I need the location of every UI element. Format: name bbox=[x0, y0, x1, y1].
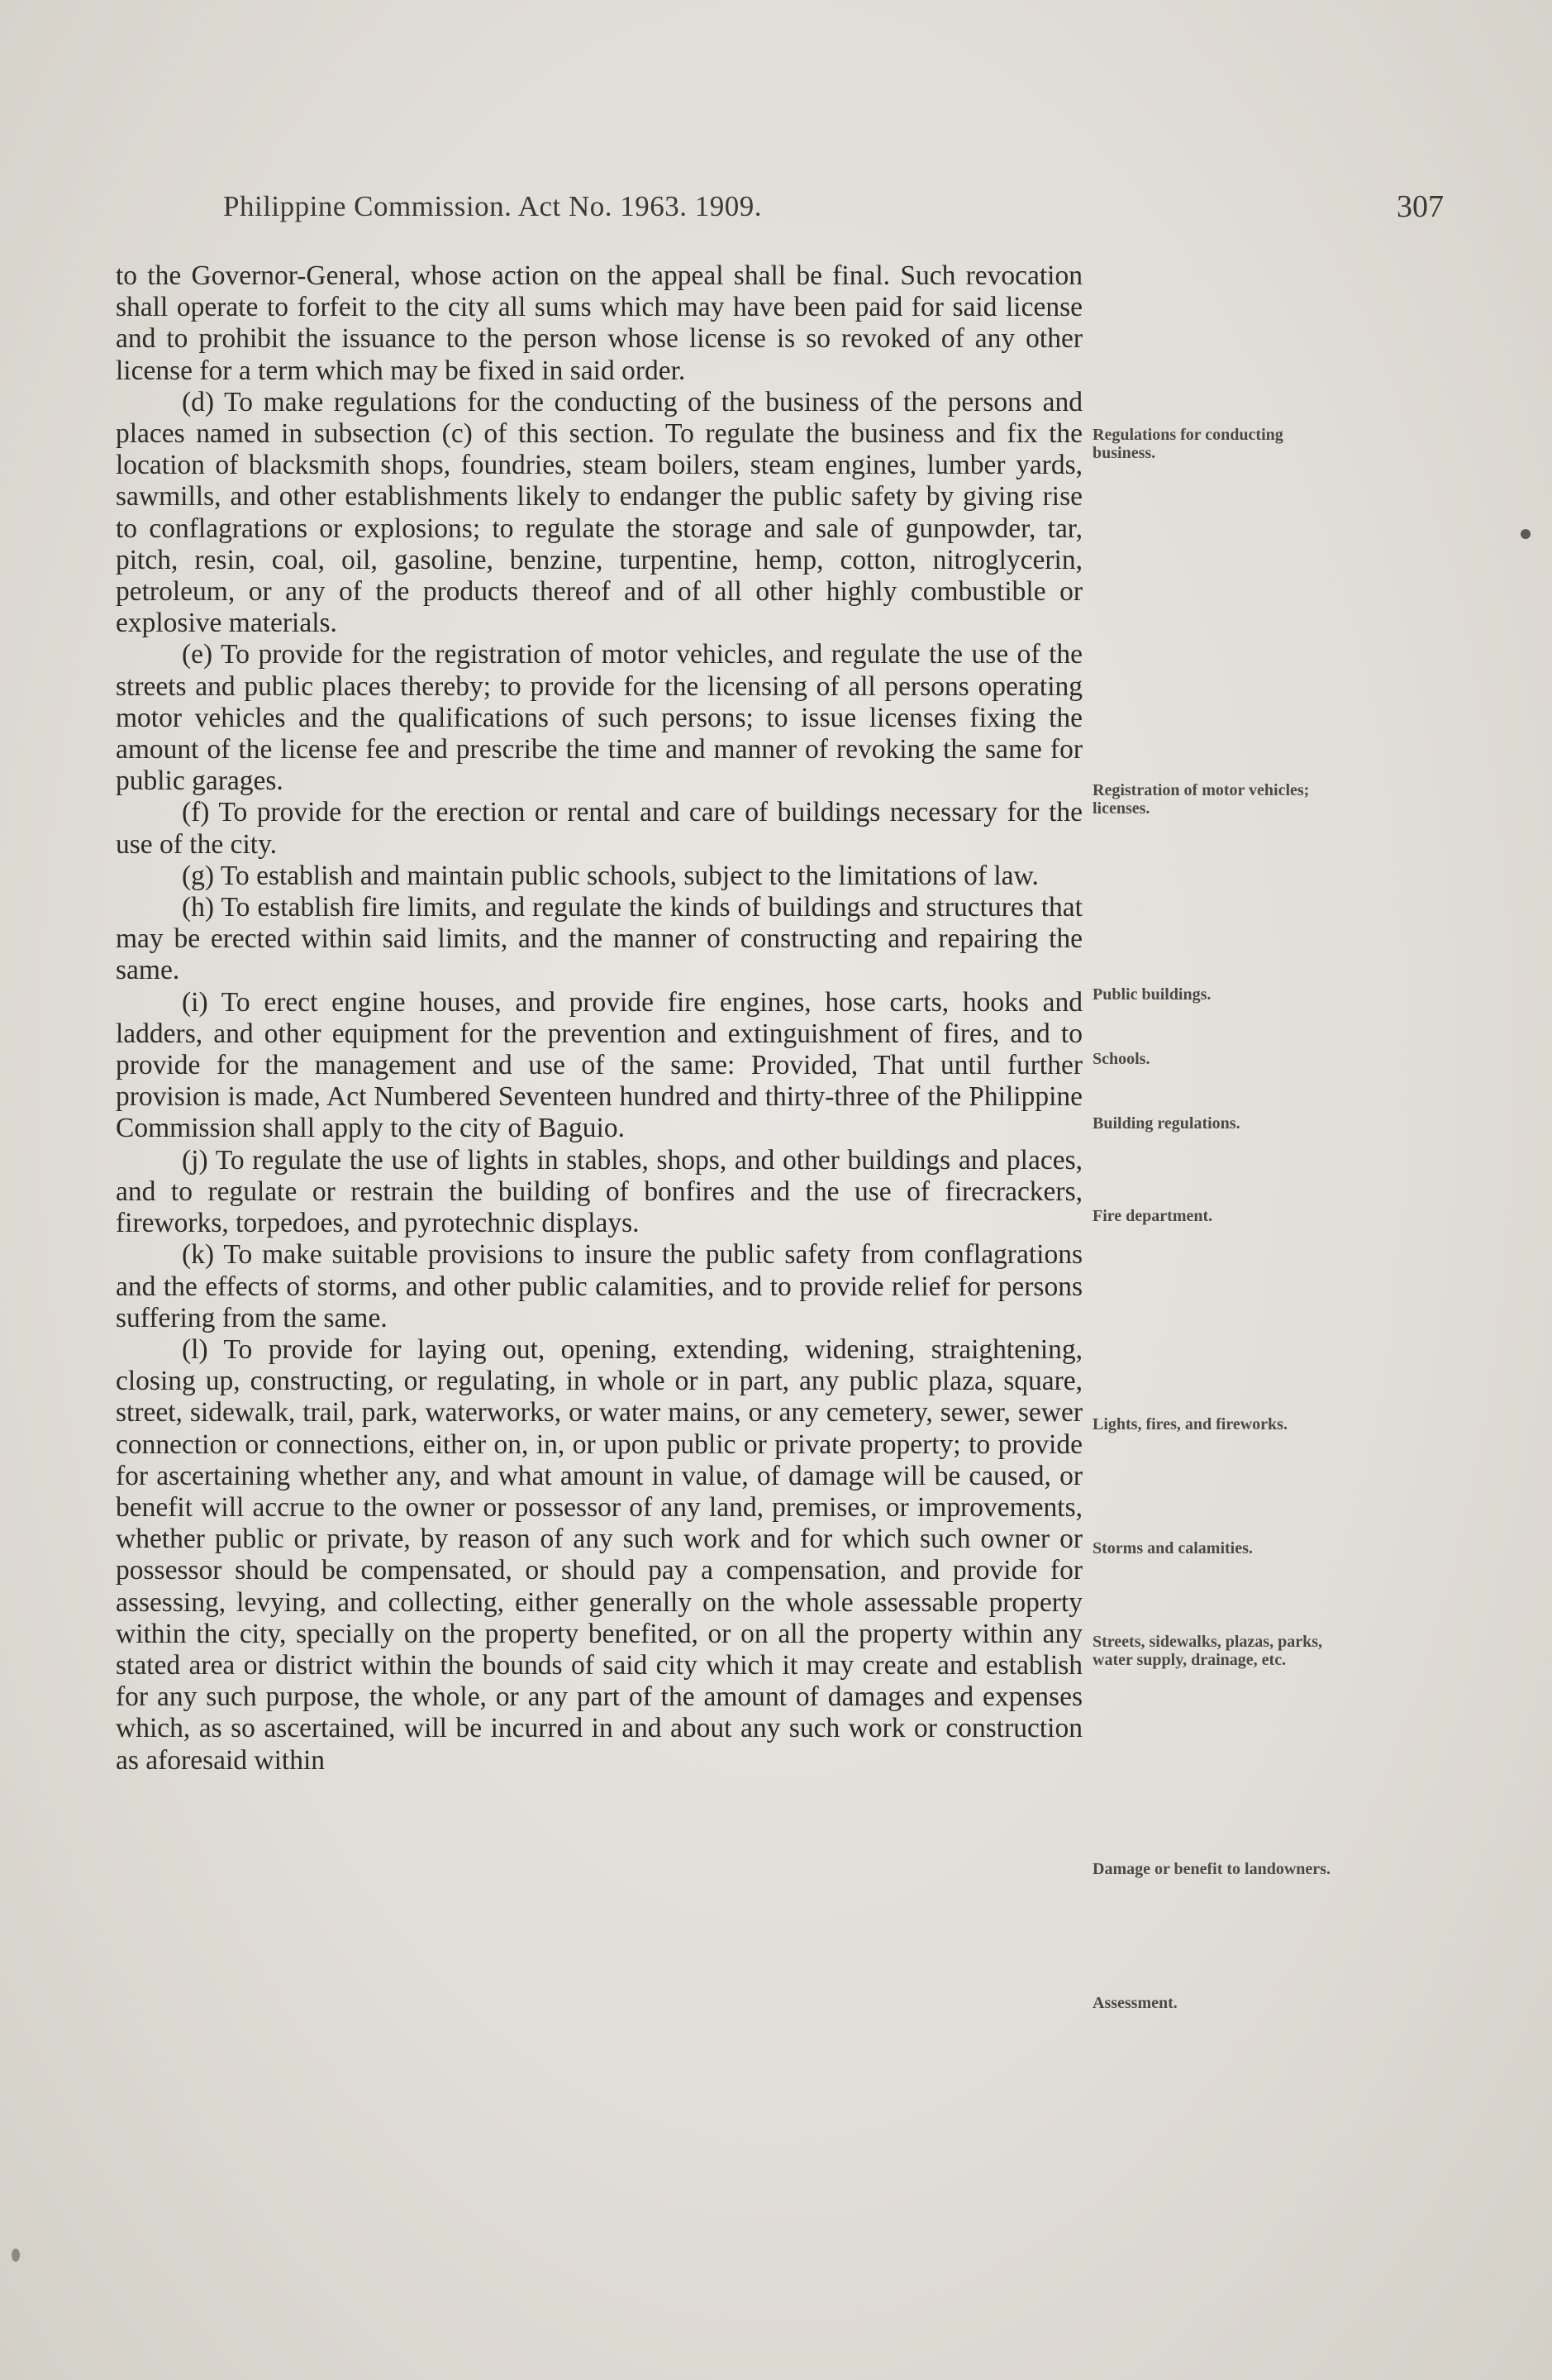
paragraph-d: (d) To make regulations for the conducting of the business of the persons and places named in subsection (c) of this section. To regulate the business and fix the location of blacksmith shops, foundries, steam boilers, steam engines, lumber yards, sawmills, and other establishments likely to endanger the public safety by giving rise to conflagrations or explosions; to regulate the storage and sale of gunpowder, tar, pitch, resin, coal, oil, gasoline, benzine, turpentine, hemp, cotton, nitroglycerin, petroleum, or any of the products thereof and of all other highly combustible or explosive materials. bbox=[116, 386, 1083, 639]
margin-note-streets: Streets, sidewalks, plazas, parks, water supply, drainage, etc. bbox=[1093, 1633, 1322, 1669]
paragraph-k: (k) To make suitable provisions to insure the public safety from conflagrations and the effects of storms, and other public calamities, and to provide relief for persons suffering from the same. bbox=[116, 1239, 1083, 1333]
paragraph-j: (j) To regulate the use of lights in stables, shops, and other buildings and places, and to regulate or restrain the building of bonfires and the use of firecrackers, fireworks, torpedoes, and pyrotechnic displays. bbox=[116, 1144, 1083, 1239]
margin-note-lights: Lights, fires, and fireworks. bbox=[1093, 1415, 1288, 1433]
margin-note-regulations: Regulations for conducting business. bbox=[1093, 426, 1283, 462]
margin-note-schools: Schools. bbox=[1093, 1050, 1150, 1068]
ink-spot bbox=[1521, 529, 1531, 539]
margin-note-storms: Storms and calamities. bbox=[1093, 1539, 1253, 1557]
running-title: Philippine Commission. Act No. 1963. 1909. bbox=[223, 190, 763, 222]
paragraph-l: (l) To provide for laying out, opening, extending, widening, straightening, closing up, constructing, or regulating, in whole or in part, any public plaza, square, street, sidewalk, trail, park, waterworks, or water mains, or any cemetery, sewer, sewer connection or connections, either on, in, or upon public or private property; to provide for ascertaining whether any, and what amount in value, of damage will be caused, or benefit will accrue to the owner or possessor of any land, premises, or improvements, whether public or private, by reason of any such work and for which such owner or possessor should be compensated, or should pay a compensation, and provide for assessing, levying, and collecting, either generally on the whole assessable property within the city, specially on the property benefited, or on all the property within any stated area or district within the bounds of said city which it may create and establish for any such purpose, the whole, or any part of the amount of damages and expenses which, as so ascertained, will be incurred in and about any such work or construction as aforesaid within bbox=[116, 1333, 1083, 1776]
margin-note-public-buildings: Public buildings. bbox=[1093, 985, 1212, 1004]
ink-spot bbox=[12, 2249, 20, 2262]
paragraph-i: (i) To erect engine houses, and provide fire engines, hose carts, hooks and ladders, and other equipment for the prevention and extinguishment of fires, and to provide for the management and use of the same: Provided, That until further provision is made, Act Numbered Seventeen hundred and thirty-three of the Philippine Commission shall apply to the city of Baguio. bbox=[116, 986, 1083, 1144]
margin-note-fire-department: Fire department. bbox=[1093, 1207, 1213, 1225]
paragraph-f: (f) To provide for the erection or rental and care of buildings necessary for the use of the city. bbox=[116, 797, 1083, 860]
margin-note-damage: Damage or benefit to landowners. bbox=[1093, 1860, 1331, 1878]
margin-note-registration: Registration of motor vehicles; licenses. bbox=[1093, 781, 1310, 818]
margin-note-building-regulations: Building regulations. bbox=[1093, 1114, 1240, 1133]
paragraph-e: (e) To provide for the registration of motor vehicles, and regulate the use of the streets and public places thereby; to provide for the licensing of all persons operating motor vehicles and the qualifications of such persons; to issue licenses fixing the amount of the license fee and prescribe the time and manner of revoking the same for public garages. bbox=[116, 639, 1083, 797]
page-number: 307 bbox=[1397, 189, 1444, 224]
margin-note-assessment: Assessment. bbox=[1093, 1994, 1178, 2012]
document-body bbox=[116, 260, 1083, 1777]
paragraph-continuation: to the Governor-General, whose action on the appeal shall be final. Such revocation shall operate to forfeit to the city all sums which may have been paid for said license and to prohibit the issuance to the person whose license is so revoked of any other license for a term which may be fixed in said order. bbox=[116, 260, 1083, 386]
paragraph-g: (g) To establish and maintain public schools, subject to the limitations of law. bbox=[182, 860, 1039, 891]
paragraph-h: (h) To establish fire limits, and regulate the kinds of buildings and structures that may be erected within said limits, and the manner of constructing and repairing the same. bbox=[116, 892, 1083, 986]
